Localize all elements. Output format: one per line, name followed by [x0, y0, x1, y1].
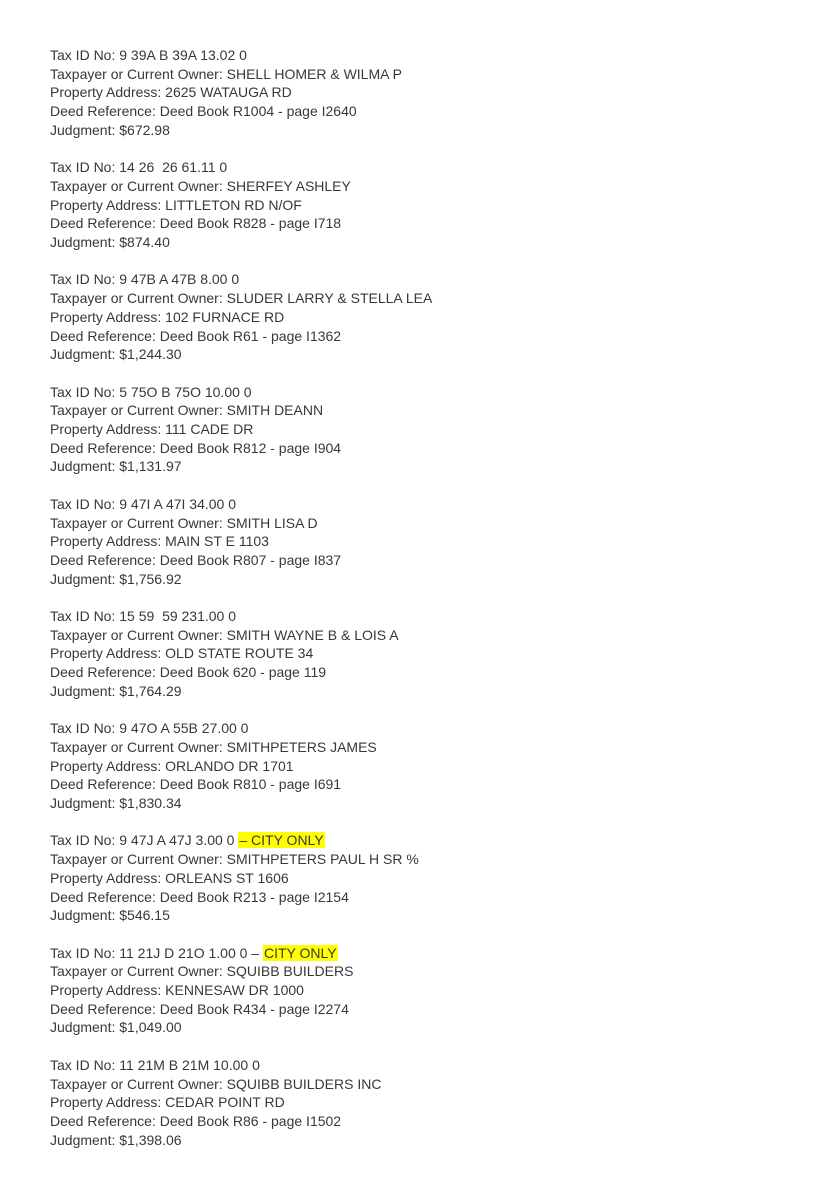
owner-label: Taxpayer or Current Owner:	[50, 626, 227, 643]
judgment-value: $546.15	[119, 907, 170, 924]
property-entry	[50, 495, 800, 589]
owner-label: Taxpayer or Current Owner:	[50, 1075, 227, 1092]
owner-value: SMITHPETERS JAMES	[226, 738, 377, 755]
owner-line	[50, 1075, 800, 1094]
owner-label: Taxpayer or Current Owner:	[50, 851, 227, 868]
judgment-line	[50, 570, 800, 589]
address-label: Property Address:	[50, 308, 166, 325]
judgment-line	[50, 121, 800, 140]
tax-id-value: 9 47I A 47I 34.00 0	[119, 495, 237, 512]
owner-label: Taxpayer or Current Owner:	[50, 402, 227, 419]
judgment-value: $1,398.06	[119, 1131, 182, 1148]
judgment-label: Judgment:	[50, 121, 120, 138]
judgment-line	[50, 682, 800, 701]
address-line	[50, 308, 800, 327]
owner-line	[50, 289, 800, 308]
judgment-label: Judgment:	[50, 1019, 120, 1036]
tax-id-value: 11 21J D 21O 1.00 0	[119, 944, 248, 961]
deed-value: Deed Book 620 - page 119	[159, 664, 327, 681]
tax-id-line	[50, 158, 800, 177]
tax-id-value: 9 47B A 47B 8.00 0	[119, 271, 240, 288]
entry-list	[50, 46, 800, 1149]
address-value: 111 CADE DR	[165, 421, 254, 438]
deed-label: Deed Reference:	[50, 215, 160, 232]
judgment-line	[50, 1131, 800, 1150]
judgment-line	[50, 906, 800, 925]
address-label: Property Address:	[50, 196, 166, 213]
tax-id-value: 14 26 26 61.11 0	[119, 159, 228, 176]
address-value: MAIN ST E 1103	[165, 533, 269, 550]
address-label: Property Address:	[50, 982, 166, 999]
tax-id-label: Tax ID No:	[50, 271, 120, 288]
deed-value: Deed Book R1004 - page I2640	[159, 103, 357, 120]
judgment-value: $1,764.29	[119, 682, 182, 699]
tax-id-line	[50, 495, 800, 514]
property-entry	[50, 46, 800, 140]
owner-label: Taxpayer or Current Owner:	[50, 290, 227, 307]
owner-line	[50, 65, 800, 84]
owner-value: SMITH LISA D	[226, 514, 318, 531]
tax-id-label: Tax ID No:	[50, 720, 120, 737]
address-label: Property Address:	[50, 757, 166, 774]
city-only-highlight: CITY ONLY	[264, 944, 337, 961]
judgment-label: Judgment:	[50, 1131, 120, 1148]
deed-line	[50, 102, 800, 121]
judgment-line	[50, 794, 800, 813]
property-entry	[50, 158, 800, 252]
deed-value: Deed Book R810 - page I691	[159, 776, 342, 793]
tax-id-line	[50, 383, 800, 402]
property-entry	[50, 944, 800, 1038]
judgment-line	[50, 345, 800, 364]
owner-line	[50, 962, 800, 981]
address-value: 2625 WATAUGA RD	[165, 84, 292, 101]
tax-id-label: Tax ID No:	[50, 383, 120, 400]
deed-label: Deed Reference:	[50, 439, 160, 456]
property-entry	[50, 270, 800, 364]
deed-label: Deed Reference:	[50, 103, 160, 120]
address-label: Property Address:	[50, 84, 166, 101]
judgment-label: Judgment:	[50, 907, 120, 924]
deed-label: Deed Reference:	[50, 888, 160, 905]
address-value: ORLANDO DR 1701	[165, 757, 294, 774]
tax-id-value: 9 47J A 47J 3.00 0	[119, 832, 235, 849]
owner-value: SMITHPETERS PAUL H SR %	[226, 851, 419, 868]
owner-label: Taxpayer or Current Owner:	[50, 177, 227, 194]
tax-id-value: 5 75O B 75O 10.00 0	[119, 383, 252, 400]
judgment-label: Judgment:	[50, 346, 120, 363]
tax-id-value: 9 39A B 39A 13.02 0	[119, 47, 247, 63]
address-value: CEDAR POINT RD	[165, 1094, 285, 1111]
owner-value: SQUIBB BUILDERS	[226, 963, 354, 980]
address-line	[50, 420, 800, 439]
tax-id-label: Tax ID No:	[50, 832, 120, 849]
address-line	[50, 644, 800, 663]
judgment-value: $1,830.34	[119, 795, 182, 812]
deed-line	[50, 663, 800, 682]
owner-value: SMITH WAYNE B & LOIS A	[226, 626, 399, 643]
tax-id-value: 15 59 59 231.00 0	[119, 608, 237, 625]
address-line	[50, 1093, 800, 1112]
owner-line	[50, 850, 800, 869]
owner-label: Taxpayer or Current Owner:	[50, 738, 227, 755]
tax-id-line	[50, 270, 800, 289]
tax-id-line	[50, 719, 800, 738]
address-label: Property Address:	[50, 1094, 166, 1111]
judgment-label: Judgment:	[50, 570, 120, 587]
tax-id-label: Tax ID No:	[50, 1056, 120, 1073]
tax-id-line	[50, 607, 800, 626]
owner-line	[50, 514, 800, 533]
address-value: LITTLETON RD N/OF	[165, 196, 302, 213]
address-value: ORLEANS ST 1606	[165, 869, 289, 886]
deed-value: Deed Book R807 - page I837	[159, 551, 342, 568]
property-entry	[50, 607, 800, 701]
deed-line	[50, 888, 800, 907]
judgment-value: $1,756.92	[119, 570, 182, 587]
owner-line	[50, 177, 800, 196]
address-line	[50, 757, 800, 776]
address-label: Property Address:	[50, 869, 166, 886]
address-line	[50, 196, 800, 215]
deed-label: Deed Reference:	[50, 1112, 160, 1129]
deed-value: Deed Book R213 - page I2154	[159, 888, 349, 905]
deed-value: Deed Book R86 - page I1502	[159, 1112, 342, 1129]
judgment-value: $1,244.30	[119, 346, 182, 363]
tax-id-line	[50, 46, 800, 65]
judgment-line	[50, 233, 800, 252]
deed-line	[50, 551, 800, 570]
deed-value: Deed Book R434 - page I2274	[159, 1000, 349, 1017]
address-line	[50, 532, 800, 551]
address-line	[50, 83, 800, 102]
owner-line	[50, 738, 800, 757]
deed-line	[50, 327, 800, 346]
owner-value: SLUDER LARRY & STELLA LEA	[226, 290, 433, 307]
judgment-value: $672.98	[119, 121, 170, 138]
deed-value: Deed Book R828 - page I718	[159, 215, 342, 232]
property-entry	[50, 1056, 800, 1150]
owner-value: SMITH DEANN	[226, 402, 324, 419]
deed-line	[50, 439, 800, 458]
deed-line	[50, 1112, 800, 1131]
deed-line	[50, 1000, 800, 1019]
deed-value: Deed Book R61 - page I1362	[159, 327, 342, 344]
deed-value: Deed Book R812 - page I904	[159, 439, 342, 456]
tax-id-value: 9 47O A 55B 27.00 0	[119, 720, 249, 737]
owner-label: Taxpayer or Current Owner:	[50, 65, 227, 82]
tax-id-label: Tax ID No:	[50, 495, 120, 512]
address-line	[50, 981, 800, 1000]
judgment-label: Judgment:	[50, 234, 120, 251]
judgment-label: Judgment:	[50, 458, 120, 475]
tax-id-value: 11 21M B 21M 10.00 0	[119, 1056, 260, 1073]
judgment-line	[50, 457, 800, 476]
address-line	[50, 869, 800, 888]
judgment-line	[50, 1018, 800, 1037]
tax-id-label: Tax ID No:	[50, 608, 120, 625]
tax-id-label: Tax ID No:	[50, 159, 120, 176]
tax-id-line	[50, 944, 800, 963]
owner-value: SHELL HOMER & WILMA P	[226, 65, 402, 82]
judgment-value: $1,131.97	[119, 458, 182, 475]
deed-line	[50, 775, 800, 794]
address-value: KENNESAW DR 1000	[165, 982, 304, 999]
address-label: Property Address:	[50, 421, 166, 438]
owner-value: SQUIBB BUILDERS INC	[226, 1075, 382, 1092]
tax-id-line	[50, 831, 800, 850]
city-only-highlight: – CITY ONLY	[239, 832, 324, 849]
address-value: OLD STATE ROUTE 34	[165, 645, 314, 662]
deed-label: Deed Reference:	[50, 327, 160, 344]
judgment-label: Judgment:	[50, 795, 120, 812]
property-entry	[50, 383, 800, 477]
tax-id-line	[50, 1056, 800, 1075]
owner-line	[50, 626, 800, 645]
property-entry	[50, 831, 800, 925]
judgment-value: $874.40	[119, 234, 170, 251]
property-entry	[50, 719, 800, 813]
owner-label: Taxpayer or Current Owner:	[50, 963, 227, 980]
deed-label: Deed Reference:	[50, 664, 160, 681]
owner-label: Taxpayer or Current Owner:	[50, 514, 227, 531]
city-only-separator: –	[247, 944, 263, 961]
address-label: Property Address:	[50, 645, 166, 662]
deed-label: Deed Reference:	[50, 1000, 160, 1017]
judgment-label: Judgment:	[50, 682, 120, 699]
judgment-value: $1,049.00	[119, 1019, 182, 1036]
address-label: Property Address:	[50, 533, 166, 550]
tax-id-label: Tax ID No:	[50, 944, 120, 961]
deed-line	[50, 214, 800, 233]
address-value: 102 FURNACE RD	[165, 308, 285, 325]
deed-label: Deed Reference:	[50, 776, 160, 793]
owner-line	[50, 401, 800, 420]
tax-id-label: Tax ID No:	[50, 47, 120, 63]
deed-label: Deed Reference:	[50, 551, 160, 568]
owner-value: SHERFEY ASHLEY	[226, 177, 351, 194]
